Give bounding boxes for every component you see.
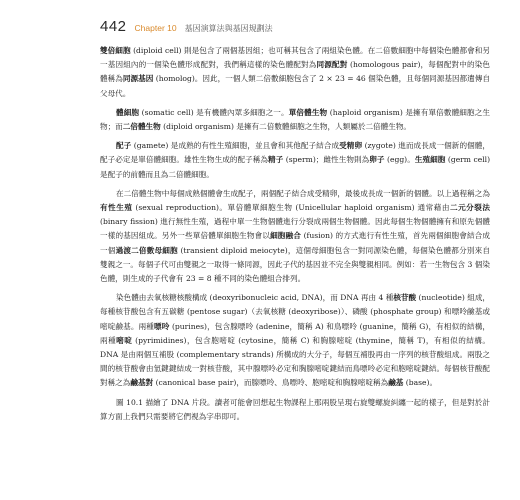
- body-text: [100, 44, 490, 429]
- paragraph: [100, 139, 490, 182]
- text-run: (germ cell) 是配子的前體而且為二倍體細胞。: [100, 155, 491, 179]
- text-run: (egg)。: [384, 155, 415, 165]
- text-run: (diploid cell) 則是包含了兩個基因組；也可稱其包含了兩組染色體。在二倍數細胞中每個染色體都會和另一基因組內的一個染色體形成配對，我們稱這樣的染色體配對為: [100, 46, 490, 70]
- bold-term: 受精卵: [339, 141, 363, 151]
- paragraph: [100, 106, 490, 134]
- bold-term: 鹼基對: [130, 378, 154, 388]
- chapter-label: Chapter 10: [134, 23, 177, 33]
- text-run: (haploid organism) 是擁有單倍數體細胞之生物；而: [100, 107, 491, 132]
- bold-term: 嘧啶: [116, 335, 133, 345]
- bold-term: 生殖細胞: [414, 155, 446, 165]
- text-run: (nucleotide) 組成，每種核苷酸包含有五碳糖 (pentose sugar)（去氧核糖 (deoxyribose)）、磷酸 (phosphate group) 和嘌呤鹼基或嘧啶鹼基。兩種: [100, 293, 491, 331]
- bold-term: 精子: [268, 155, 284, 165]
- paragraph: [100, 291, 490, 390]
- bold-term: 有性生殖: [100, 203, 133, 213]
- text-run: 染色體由去氧核糖核酸構成 (deoxyribonucleic acid, DNA)，而 DNA 再由 4 種: [116, 293, 394, 303]
- text-run: (canonical base pair)，而腺嘌呤、鳥嘌呤、胞嘧啶和胸腺嘧啶稱為: [153, 378, 389, 388]
- bold-term: 二元分裂法: [449, 203, 491, 213]
- paragraph: [100, 44, 490, 101]
- bold-term: 同源配對: [316, 60, 348, 70]
- bold-term: 鹼基: [388, 378, 404, 388]
- text-run: 圖 10.1 描繪了 DNA 片段。讀者可能會回想起生物課程上那兩股呈現右旋雙螺旋糾纏一起的樣子，但是對於計算方面上我們只需要將它們視為字串即可。: [100, 397, 490, 421]
- text-run: (sperm)；雌性生物則為: [283, 155, 370, 165]
- text-run: 在二倍體生物中每個成熟個體會生成配子，兩個配子結合成受精卵，最後成長成一個新的個體。以上過程稱之為: [116, 188, 490, 198]
- running-head: [100, 18, 490, 38]
- text-run: (somatic cell) 是有機體內眾多細胞之一。: [139, 107, 289, 117]
- bold-term: 雙倍細胞: [100, 46, 131, 55]
- text-run: (gamete) 是成熟的有性生殖細胞，並且會和其他配子結合成: [131, 141, 340, 151]
- text-run: (transient diploid meiocyte)，這個母細胞包含一對同源染色體，每個染色體都分別來自雙親之一。每個子代可由雙親之一取得一條同源，因此子代的基因並不完全與雙親相同。例如：若一生物包含 3 個染色體，則生成的子代會有 23 = 8 種不同的染色體組合排列。: [100, 245, 491, 284]
- text-run: (homologous pair)，每個配對中的染色體稱為: [100, 60, 491, 84]
- bold-term: 配子: [116, 141, 132, 151]
- text-run: (zygote) 進而成長成一個新的個體，配子必定是單倍體細胞。雄性生物生成的配子稱為: [100, 141, 491, 165]
- text-run: (binary fission) 進行無性生殖，過程中單一生物個體進行分裂成兩個生物個體。因此每個生物個體擁有和原先個體一樣的基因組成。另外一些單倍體單細胞生物會以: [100, 217, 490, 241]
- bold-term: 細胞融合: [270, 231, 302, 241]
- bold-term: 體細胞: [116, 107, 140, 117]
- paragraph: [100, 396, 490, 424]
- text-run: (diploid organism) 是擁有二倍數體細胞之生物，人類屬於二倍體生物。: [160, 122, 412, 132]
- text-run: (fusion) 的方式進行有性生殖，首先兩個細胞會結合成一個: [100, 231, 491, 255]
- text-run: (homolog)。因此，一個人類二倍數細胞包含了 2 × 23 = 46 個染色體，且每個同源基因都遺傳自父母代。: [100, 74, 490, 98]
- page-number: 442: [100, 18, 127, 35]
- bold-term: 單倍體生物: [288, 107, 328, 117]
- bold-term: 核苷酸: [393, 293, 417, 303]
- bold-term: 同源基因: [122, 74, 154, 84]
- text-run: (pyrimidines)，包含胞嘧啶 (cytosine，簡稱 C) 和胸腺嘧啶 (thymine，簡稱 T)，有相似的結構。DNA 是由兩個互補股 (complementary strands) 所構成的大分子，每個互補股再由一序列的核苷酸組成。兩股之間的核苷酸會由氫鍵鍵結成一對核苷酸，其中腺嘌呤必定和胸腺嘧啶鍵結而鳥嘌呤必定和胞嘧啶鍵結。每個核苷酸配對稱之為: [100, 335, 490, 388]
- paragraph: [100, 187, 490, 286]
- text-run: (base)。: [403, 378, 438, 388]
- bold-term: 嘌呤: [153, 321, 170, 331]
- bold-term: 二倍體生物: [122, 122, 161, 132]
- chapter-title: 基因演算法與基因規劃法: [184, 24, 273, 33]
- text-run: (purines)，包含腺嘌呤 (adenine，簡稱 A) 和鳥嘌呤 (guanine，簡稱 G)，有相似的結構，兩種: [100, 321, 491, 345]
- text-run: (sexual reproduction)。單倍體單細胞生物 (Unicellular haploid organism) 通常藉由: [132, 203, 450, 213]
- bold-term: 卵子: [369, 155, 385, 165]
- bold-term: 過渡二倍數母細胞: [115, 245, 178, 255]
